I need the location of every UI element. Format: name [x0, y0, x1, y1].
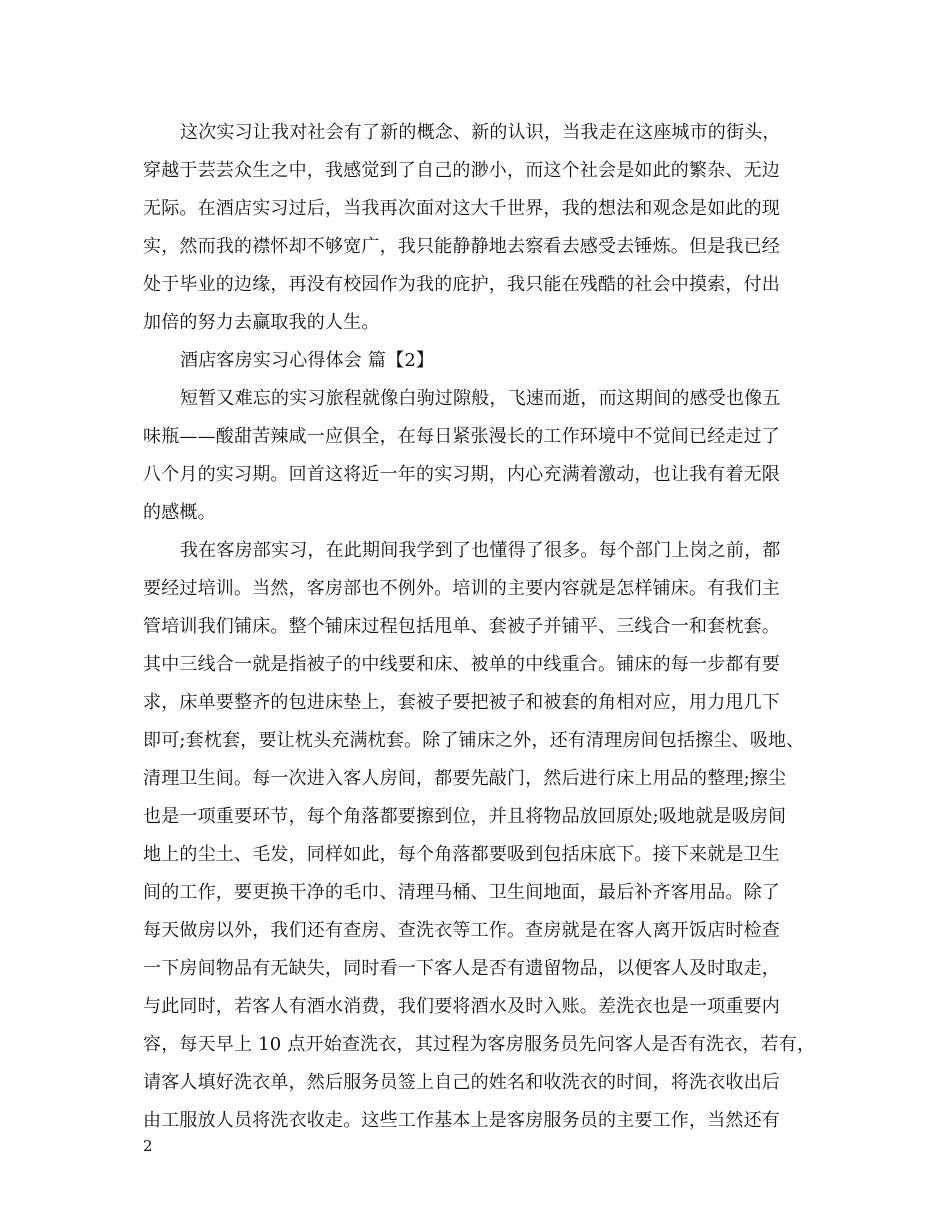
paragraph-3-line-9: 地上的尘土、毛发，同样如此，每个角落都要吸到包括床底下。接下来就是卫生 [143, 844, 780, 865]
paragraph-3-line-10: 间的工作，要更换干净的毛巾、清理马桶、卫生间地面，最后补齐客用品。除了 [143, 882, 780, 903]
section-heading: 酒店客房实习心得体会 篇【2】 [180, 350, 435, 371]
paragraph-1-line-4: 实，然而我的襟怀却不够宽广，我只能静静地去察看去感受去锤炼。但是我已经 [143, 236, 780, 257]
paragraph-3-line-13: 与此同时，若客人有酒水消费，我们要将酒水及时入账。差洗衣也是一项重要内 [143, 996, 780, 1017]
paragraph-3-line-14: 容，每天早上 10 点开始查洗衣，其过程为客房服务员先问客人是否有洗衣，若有， [143, 1034, 816, 1055]
paragraph-1-line-2: 穿越于芸芸众生之中，我感觉到了自己的渺小，而这个社会是如此的繁杂、无边 [143, 160, 780, 181]
paragraph-3-line-7: 清理卫生间。每一次进入客人房间，都要先敲门，然后进行床上用品的整理;擦尘 [143, 768, 787, 789]
paragraph-2-line-4: 的感概。 [143, 502, 216, 523]
paragraph-2-line-1: 短暂又难忘的实习旅程就像白驹过隙般，飞速而逝，而这期间的感受也像五 [180, 388, 781, 409]
paragraph-3-line-11: 每天做房以外，我们还有查房、查洗衣等工作。查房就是在客人离开饭店时检查 [143, 920, 780, 941]
paragraph-2-line-3: 八个月的实习期。回首这将近一年的实习期，内心充满着激动，也让我有着无限 [143, 464, 780, 485]
paragraph-1-line-5: 处于毕业的边缘，再没有校园作为我的庇护，我只能在残酷的社会中摸索，付出 [143, 274, 780, 295]
paragraph-3-line-12: 一下房间物品有无缺失，同时看一下客人是否有遗留物品，以便客人及时取走， [143, 958, 780, 979]
paragraph-2-line-2: 味瓶——酸甜苦辣咸一应俱全，在每日紧张漫长的工作环境中不觉间已经走过了 [143, 426, 780, 447]
paragraph-3-line-8: 也是一项重要环节，每个角落都要擦到位，并且将物品放回原处;吸地就是吸房间 [143, 806, 787, 827]
paragraph-3-line-2: 要经过培训。当然，客房部也不例外。培训的主要内容就是怎样铺床。有我们主 [143, 578, 780, 599]
paragraph-3-line-3: 管培训我们铺床。整个铺床过程包括甩单、套被子并铺平、三线合一和套枕套。 [143, 616, 780, 637]
paragraph-1-line-1: 这次实习让我对社会有了新的概念、新的认识，当我走在这座城市的街头， [180, 122, 781, 143]
paragraph-3-line-5: 求，床单要整齐的包进床垫上，套被子要把被子和被套的角相对应，用力甩几下 [143, 692, 780, 713]
paragraph-1-line-3: 无际。在酒店实习过后，当我再次面对这大千世界，我的想法和观念是如此的现 [143, 198, 780, 219]
paragraph-3-line-16: 由工服放人员将洗衣收走。这些工作基本上是客房服务员的主要工作，当然还有 [143, 1110, 780, 1131]
paragraph-3-line-1: 我在客房部实习，在此期间我学到了也懂得了很多。每个部门上岗之前，都 [180, 540, 781, 561]
paragraph-3-line-4: 其中三线合一就是指被子的中线要和床、被单的中线重合。铺床的每一步都有要 [143, 654, 780, 675]
paragraph-1-line-6: 加倍的努力去赢取我的人生。 [143, 312, 380, 333]
page-number: 2 [143, 1137, 153, 1155]
paragraph-3-line-15: 请客人填好洗衣单，然后服务员签上自己的姓名和收洗衣的时间，将洗衣收出后 [143, 1072, 780, 1093]
paragraph-3-line-6: 即可;套枕套，要让枕头充满枕套。除了铺床之外，还有清理房间包括擦尘、吸地、 [143, 730, 805, 751]
